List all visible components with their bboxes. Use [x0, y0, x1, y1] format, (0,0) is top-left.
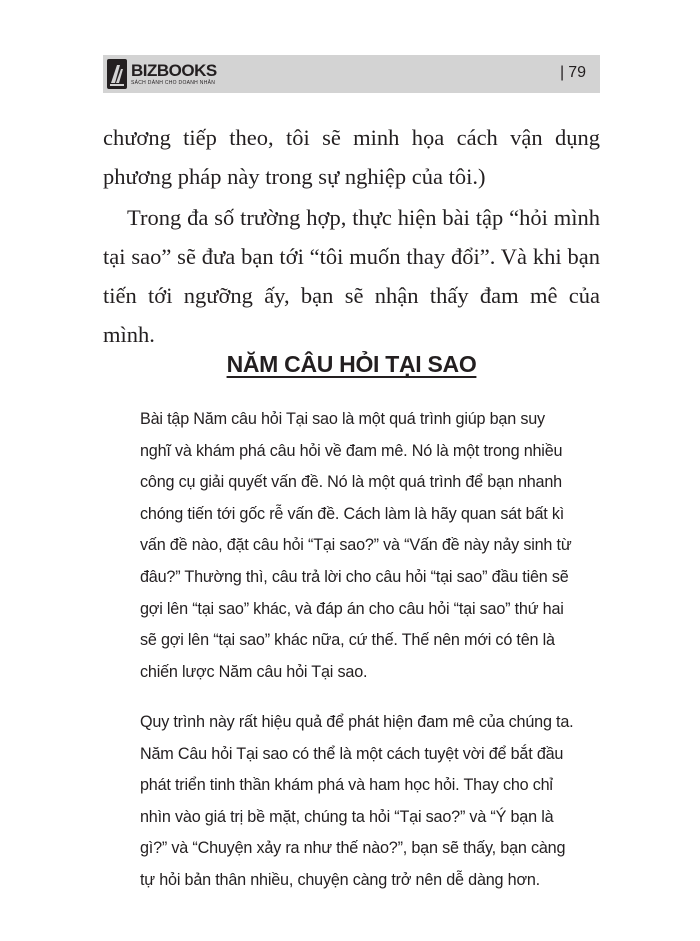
paragraph-3: Bài tập Năm câu hỏi Tại sao là một quá trình giúp bạn suy nghĩ và khám phá câu hỏi về đam mê. Nó là một trong nhiều công cụ giải quyết vấn đề. Nó là một quá trình để bạn nhanh chóng tiến tới gốc rễ vấn đề. Cách làm là hãy quan sát bất kì vấn đề nào, đặt câu hỏi “Tại sao?” và “Vấn đề này nảy sinh từ đâu?” Thường thì, câu trả lời cho câu hỏi “tại sao” đầu tiên sẽ gợi lên “tại sao” khác, và đáp án cho câu hỏi “tại sao” thứ hai sẽ gợi lên “tại sao” khác nữa, cứ thế. Thế nên mới có tên là chiến lược Năm câu hỏi Tại sao.	[140, 410, 572, 681]
running-header	[103, 55, 600, 93]
paragraph-2: Trong đa số trường hợp, thực hiện bài tập “hỏi mình tại sao” sẽ đưa bạn tới “tôi muốn thay đổi”. Và khi bạn tiến tới ngưỡng ấy, bạn sẽ nhận thấy đam mê của mình.	[103, 205, 600, 347]
logo-name: BIZBOOKS	[131, 61, 217, 80]
logo-tagline: SÁCH DÀNH CHO DOANH NHÂN	[131, 80, 216, 86]
paragraph-1: chương tiếp theo, tôi sẽ minh họa cách vận dụng phương pháp này trong sự nghiệp của tôi.)	[103, 125, 600, 189]
page-number-value: 79	[568, 64, 586, 81]
section-heading: NĂM CÂU HỎI TẠI SAO	[226, 351, 477, 377]
paragraph-4: Quy trình này rất hiệu quả để phát hiện đam mê của chúng ta. Năm Câu hỏi Tại sao có thể là một cách tuyệt vời để bắt đầu phát triển tinh thần khám phá và ham học hỏi. Thay cho chỉ nhìn vào giá trị bề mặt, chúng ta hỏi “Tại sao?” và “Ý bạn là gì?” và “Chuyện xảy ra như thế nào?”, bạn sẽ thấy, bạn càng tự hỏi bản thân nhiều, chuyện càng trở nên dễ dàng hơn.	[140, 713, 574, 889]
page-number	[560, 64, 586, 82]
page-separator: |	[560, 64, 565, 81]
bizbooks-logo	[107, 58, 217, 90]
book-icon	[107, 59, 127, 89]
